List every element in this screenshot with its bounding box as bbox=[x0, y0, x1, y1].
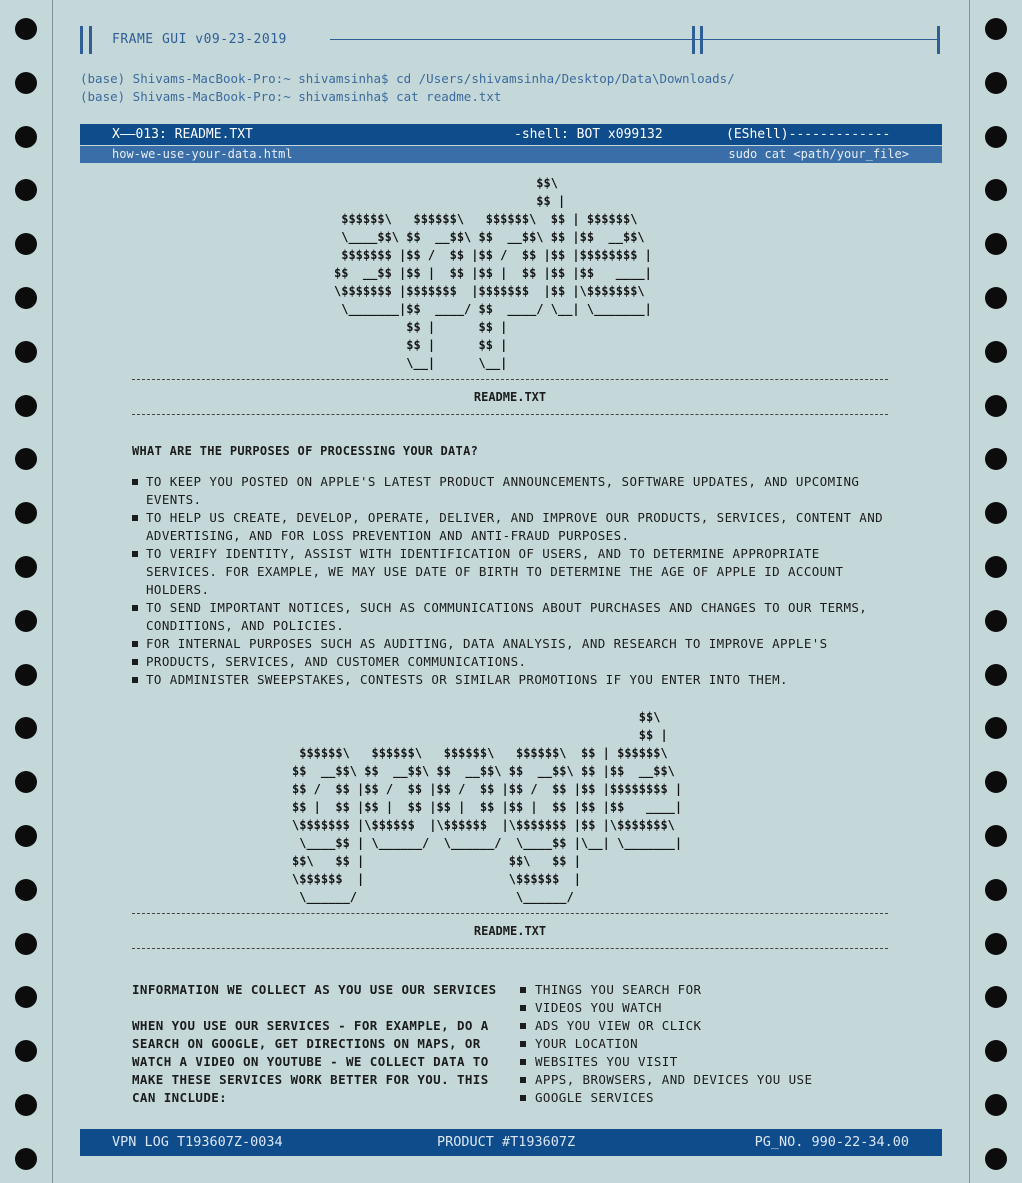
feed-hole bbox=[15, 448, 37, 470]
list-item: APPS, BROWSERS, AND DEVICES YOU USE bbox=[520, 1071, 812, 1089]
feed-hole bbox=[985, 664, 1007, 686]
dashed-divider bbox=[132, 948, 888, 949]
left-rail-line bbox=[52, 0, 53, 1183]
feed-hole bbox=[15, 825, 37, 847]
feed-hole bbox=[15, 556, 37, 578]
file-subheader-bar bbox=[80, 146, 942, 163]
frame-bar-right-edge bbox=[937, 26, 940, 54]
ascii-art-apple: $$\ $$ | $$$$$$\ $$$$$$\ $$$$$$\ $$ | $$$$$$\ \____$$\ $$ __$$\ $$ __$$\ $$ |$$ __$$\ $$$$$$$ |$$ / $$ |$$ / $$ |$$ |$$$$$$$$ | $$ __$$ |$$ | $$ |$$ | $$ |$$ |$$ ____| \$$$$$$$ |$$$$$$$ |$$$$$$$ |$$ |\$$$$$$$\ \_______|$$ ____/ $$ ____/ \__| \_______| $$ | $$ | $$ | $$ | \__| \__| bbox=[334, 176, 652, 370]
feed-hole bbox=[985, 556, 1007, 578]
feed-hole bbox=[15, 610, 37, 632]
feed-hole bbox=[15, 717, 37, 739]
list-item: FOR INTERNAL PURPOSES SUCH AS AUDITING, DATA ANALYSIS, AND RESEARCH TO IMPROVE APPLE'S bbox=[132, 635, 892, 653]
dashed-divider bbox=[132, 414, 888, 415]
feed-hole bbox=[985, 395, 1007, 417]
shell-label: -shell: BOT x099132 bbox=[514, 127, 663, 142]
feed-hole bbox=[985, 1040, 1007, 1062]
feed-hole bbox=[985, 933, 1007, 955]
frame-bar-divider bbox=[692, 26, 695, 54]
list-item: TO KEEP YOU POSTED ON APPLE'S LATEST PRODUCT ANNOUNCEMENTS, SOFTWARE UPDATES, AND UPCOMING EVENTS. bbox=[132, 473, 892, 509]
feed-hole bbox=[985, 986, 1007, 1008]
feed-hole bbox=[15, 233, 37, 255]
frame-bar-left-edge-inner bbox=[89, 26, 92, 54]
dashed-divider bbox=[132, 913, 888, 914]
feed-hole bbox=[15, 179, 37, 201]
feed-hole bbox=[15, 502, 37, 524]
feed-hole bbox=[985, 717, 1007, 739]
vpn-log: VPN LOG T193607Z-0034 bbox=[112, 1134, 283, 1150]
feed-hole bbox=[985, 72, 1007, 94]
collected-data-list bbox=[520, 981, 812, 1107]
info-paragraph: WHEN YOU USE OUR SERVICES - FOR EXAMPLE, DO A SEARCH ON GOOGLE, GET DIRECTIONS ON MAPS, OR WATCH A VIDEO ON YOUTUBE - WE COLLECT DATA TO MAKE THESE SERVICES WORK BETTER FOR YOU. THIS CAN INCLUDE: bbox=[132, 1018, 489, 1105]
feed-hole bbox=[15, 126, 37, 148]
feed-hole bbox=[985, 18, 1007, 40]
page-number: PG_NO. 990-22-34.00 bbox=[754, 1134, 909, 1150]
ascii-art-google: $$\ $$ | $$$$$$\ $$$$$$\ $$$$$$\ $$$$$$\ $$ | $$$$$$\ $$ __$$\ $$ __$$\ $$ __$$\ $$ __$$\ $$ |$$ __$$\ $$ / $$ |$$ / $$ |$$ / $$ |$$ / $$ |$$ |$$$$$$$$ | $$ | $$ |$$ | $$ |$$ | $$ |$$ | $$ |$$ |$$ ____| \$$$$$$$ |\$$$$$$ |\$$$$$$ |\$$$$$$$ |$$ |\$$$$$$$\ \____$$ | \______/ \______/ \____$$ |\__| \_______| $$\ $$ | $$\ $$ | \$$$$$$ | \$$$$$$ | \______/ \______/ bbox=[292, 710, 683, 904]
feed-hole bbox=[15, 986, 37, 1008]
feed-hole bbox=[985, 1094, 1007, 1116]
feed-hole bbox=[985, 341, 1007, 363]
feed-hole bbox=[985, 879, 1007, 901]
feed-hole bbox=[985, 1148, 1007, 1170]
feed-hole bbox=[985, 771, 1007, 793]
list-item: TO SEND IMPORTANT NOTICES, SUCH AS COMMUNICATIONS ABOUT PURCHASES AND CHANGES TO OUR TERMS, CONDITIONS, AND POLICIES. bbox=[132, 599, 892, 635]
list-item: TO VERIFY IDENTITY, ASSIST WITH IDENTIFICATION OF USERS, AND TO DETERMINE APPROPRIATE SERVICES. FOR EXAMPLE, WE MAY USE DATE OF BIRTH TO DETERMINE THE AGE OF APPLE ID ACCOUNT HOLDERS. bbox=[132, 545, 892, 599]
footer-bar bbox=[80, 1129, 942, 1156]
section-heading-info: INFORMATION WE COLLECT AS YOU USE OUR SERVICES bbox=[132, 982, 497, 997]
info-collect-text bbox=[132, 981, 504, 1107]
window-title: FRAME GUI v09-23-2019 bbox=[112, 32, 287, 47]
feed-hole bbox=[985, 287, 1007, 309]
feed-hole bbox=[985, 502, 1007, 524]
feed-hole bbox=[985, 610, 1007, 632]
feed-hole bbox=[15, 18, 37, 40]
readme-label: README.TXT bbox=[473, 924, 547, 938]
frame-bar-left-edge bbox=[80, 26, 83, 54]
list-item: GOOGLE SERVICES bbox=[520, 1089, 812, 1107]
frame-bar-rule-right bbox=[706, 39, 938, 40]
eshell-label: (EShell)------------- bbox=[726, 127, 891, 142]
list-item: TO ADMINISTER SWEEPSTAKES, CONTESTS OR SIMILAR PROMOTIONS IF YOU ENTER INTO THEM. bbox=[132, 671, 892, 689]
list-item: YOUR LOCATION bbox=[520, 1035, 812, 1053]
feed-hole bbox=[15, 341, 37, 363]
readme-label: README.TXT bbox=[473, 390, 547, 404]
feed-hole bbox=[15, 879, 37, 901]
feed-hole bbox=[985, 233, 1007, 255]
feed-hole bbox=[15, 287, 37, 309]
list-item: TO HELP US CREATE, DEVELOP, OPERATE, DELIVER, AND IMPROVE OUR PRODUCTS, SERVICES, CONTENT AND ADVERTISING, AND FOR LOSS PREVENTION AND ANTI-FRAUD PURPOSES. bbox=[132, 509, 892, 545]
feed-hole bbox=[985, 448, 1007, 470]
file-header-bar bbox=[80, 124, 942, 145]
frame-bar-divider-inner bbox=[700, 26, 703, 54]
list-item: VIDEOS YOU WATCH bbox=[520, 999, 812, 1017]
purposes-list bbox=[132, 473, 892, 689]
right-rail-line bbox=[969, 0, 970, 1183]
feed-hole bbox=[15, 933, 37, 955]
product-id: PRODUCT #T193607Z bbox=[437, 1134, 576, 1150]
feed-hole bbox=[15, 1040, 37, 1062]
filename-link[interactable]: how-we-use-your-data.html bbox=[112, 147, 293, 161]
frame-bar-rule bbox=[330, 39, 770, 40]
list-item: ADS YOU VIEW OR CLICK bbox=[520, 1017, 812, 1035]
feed-hole bbox=[15, 664, 37, 686]
feed-hole bbox=[985, 179, 1007, 201]
feed-hole bbox=[985, 126, 1007, 148]
frame-title-bar bbox=[80, 26, 942, 54]
command-hint: sudo cat <path/your_file> bbox=[728, 147, 909, 161]
feed-hole bbox=[15, 1094, 37, 1116]
list-item: WEBSITES YOU VISIT bbox=[520, 1053, 812, 1071]
feed-hole bbox=[15, 395, 37, 417]
file-id: X——013: README.TXT bbox=[112, 127, 253, 142]
terminal-line-cat: (base) Shivams-MacBook-Pro:~ shivamsinha$ cat readme.txt bbox=[80, 89, 502, 104]
feed-hole bbox=[985, 825, 1007, 847]
dashed-divider bbox=[132, 379, 888, 380]
feed-hole bbox=[15, 72, 37, 94]
list-item: THINGS YOU SEARCH FOR bbox=[520, 981, 812, 999]
terminal-line-cd: (base) Shivams-MacBook-Pro:~ shivamsinha$ cd /Users/shivamsinha/Desktop/Data\Downloads/ bbox=[80, 71, 735, 86]
list-item: PRODUCTS, SERVICES, AND CUSTOMER COMMUNICATIONS. bbox=[132, 653, 892, 671]
feed-hole bbox=[15, 1148, 37, 1170]
feed-hole bbox=[15, 771, 37, 793]
section-heading-purposes: WHAT ARE THE PURPOSES OF PROCESSING YOUR DATA? bbox=[132, 444, 479, 458]
